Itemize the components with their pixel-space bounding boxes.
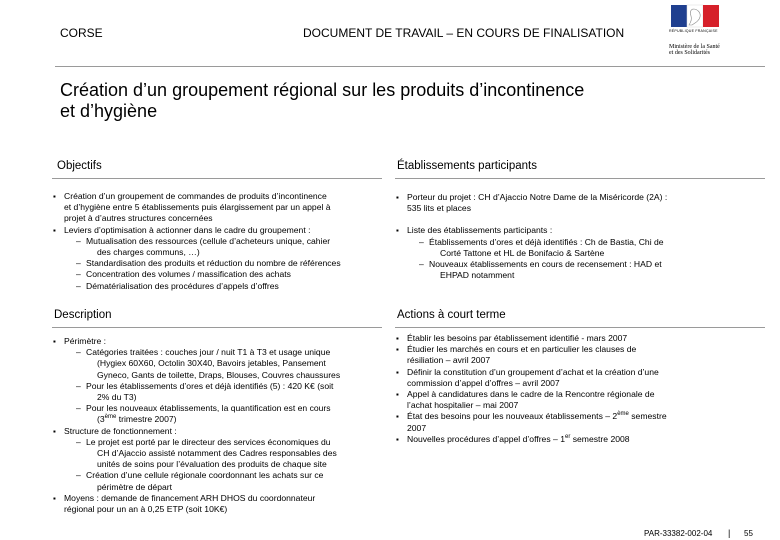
footer-page-number: 55 (744, 529, 753, 538)
description-sub-1: – Catégories traitées : couches jour / nuit T1 à T3 et usage unique (52, 347, 387, 358)
actions-bullet-3: ▪ Définir la constitution d’un groupement d’achat et la création d’une (395, 367, 767, 378)
description-sub-4: – Le projet est porté par le directeur des services économiques du (52, 437, 387, 448)
etablissements-sub-2: – Nouveaux établissements en cours de recensement : HAD et (395, 259, 767, 270)
description-sub-3-num: (3 (97, 414, 105, 425)
actions-bullet-4-cont: l’achat hospitalier – mai 2007 (407, 400, 519, 411)
etablissements-divider (395, 178, 765, 179)
description-sub-4-cont: CH d’Ajaccio assisté notamment des Cadres responsables des (97, 448, 337, 459)
logo-ministry-line-2: et des Solidarités (669, 50, 710, 57)
logo-ministry-line-1: Ministère de la Santé (669, 44, 720, 50)
actions-bullet-1: ▪ Établir les besoins par établissement identifié - mars 2007 (395, 333, 767, 344)
actions-bullet-5-rest: semestre (628, 411, 667, 422)
actions-bullet-5 (395, 411, 767, 422)
description-divider (52, 327, 382, 328)
actions-list (395, 333, 767, 445)
description-sub-1-cont-2: Gyneco, Gants de toilette, Draps, Blouses, Couvres chaussures (97, 369, 341, 380)
description-sub-2-cont: 2% du T3) (97, 392, 137, 403)
etablissements-heading: Établissements participants (397, 160, 537, 172)
description-bullet-moyens-cont: régional pour un an à 0,25 ETP (soit 10K€) (64, 504, 228, 515)
actions-divider (395, 327, 765, 328)
objectifs-sub-3: – Concentration des volumes / massification des achats (52, 269, 387, 280)
header-region-label: CORSE (60, 26, 103, 40)
description-bullet-structure: ▪ Structure de fonctionnement : (52, 426, 387, 437)
actions-bullet-6-sup: er (564, 433, 571, 440)
page-title-line-2: et d’hygiène (60, 101, 158, 121)
footer-reference: PAR-33382-002-04 (644, 529, 713, 538)
header-divider (55, 66, 765, 67)
description-sub-5-cont: périmètre de départ (97, 481, 172, 492)
footer-separator: | (728, 528, 731, 538)
etablissements-sub-1: – Établissements d’ores et déjà identifiés : Ch de Bastia, Chi de (395, 237, 767, 248)
etablissements-bullet-2: ▪ Liste des établissements participants : (395, 225, 767, 236)
actions-bullet-6 (395, 434, 767, 445)
objectifs-heading: Objectifs (57, 160, 102, 172)
actions-bullet-6-text: Nouvelles procédures d’appel d’offres – 1 (407, 433, 565, 444)
objectifs-list (52, 191, 387, 292)
description-sub-2: – Pour les établissements d’ores et déjà identifiés (5) : 420 K€ (soit (52, 381, 387, 392)
objectifs-bullet-1-cont-2: projet à d’autres structures concernées (64, 213, 213, 224)
etablissements-bullet-1: ▪ Porteur du projet : CH d’Ajaccio Notre Dame de la Miséricorde (2A) : (395, 192, 767, 203)
logo-ministry-text (669, 44, 733, 57)
description-sub-5: – Création d’une cellule régionale coordonnant les achats sur ce (52, 470, 387, 481)
description-bullet-moyens: ▪ Moyens : demande de financement ARH DHOS du coordonnateur (52, 493, 387, 504)
ministry-logo (665, 3, 729, 61)
actions-bullet-5-sup: ème (617, 411, 629, 418)
actions-bullet-2-cont: résiliation – avril 2007 (407, 355, 491, 366)
objectifs-sub-1-cont: des charges communs, …) (97, 247, 200, 258)
description-sub-3-rest: trimestre 2007) (116, 414, 177, 425)
objectifs-divider (52, 178, 382, 179)
description-list (52, 336, 387, 515)
logo-republic-text: RÉPUBLIQUE FRANÇAISE (669, 29, 718, 33)
etablissements-spacer (395, 214, 767, 225)
actions-bullet-4: ▪ Appel à candidatures dans le cadre de la Rencontre régionale de (395, 389, 767, 400)
description-sub-1-cont: (Hygiex 60X60, Octolin 30X40, Bavoirs jetables, Pansement (97, 358, 326, 369)
actions-bullet-5-text: État des besoins pour les nouveaux établissements – 2 (407, 411, 618, 422)
header-document-status: DOCUMENT DE TRAVAIL – EN COURS DE FINALISATION (303, 26, 625, 40)
objectifs-bullet-2: ▪ Leviers d’optimisation à actionner dans le cadre du groupement : (52, 225, 387, 236)
page-title-line-1: Création d’un groupement régional sur les produits d’incontinence (60, 80, 585, 100)
etablissements-bullet-1-cont: 535 lits et places (407, 203, 472, 214)
actions-bullet-5-cont: 2007 (407, 422, 427, 433)
etablissements-sub-1-cont: Corté Tattone et HL de Bonifacio & Sartène (440, 247, 605, 258)
objectifs-sub-1: – Mutualisation des ressources (cellule d’acheteurs unique, cahier (52, 236, 387, 247)
description-sub-4-cont-2: unités de soins pour l’évaluation des produits de chaque site (97, 459, 327, 470)
actions-bullet-6-rest: semestre 2008 (570, 433, 630, 444)
objectifs-bullet-1-cont: et d’hygiène entre 5 établissements puis élargissement par un appel à (64, 202, 331, 213)
objectifs-bullet-1: ▪ Création d’un groupement de commandes de produits d’incontinence (52, 191, 387, 202)
etablissements-list (395, 192, 767, 281)
actions-heading: Actions à court terme (397, 309, 506, 321)
objectifs-sub-2: – Standardisation des produits et réduction du nombre de références (52, 258, 387, 269)
etablissements-sub-2-cont: EHPAD notamment (440, 270, 515, 281)
description-sub-3-cont (52, 414, 387, 425)
objectifs-sub-4: – Dématérialisation des procédures d’appels d’offres (52, 281, 387, 292)
description-bullet-perimetre: ▪ Périmètre : (52, 336, 387, 347)
description-sub-3-sup: ème (104, 414, 117, 421)
description-heading: Description (54, 309, 112, 321)
page-title (60, 80, 740, 122)
description-sub-3: – Pour les nouveaux établissements, la quantification est en cours (52, 403, 387, 414)
actions-bullet-2: ▪ Étudier les marchés en cours et en particulier les clauses de (395, 344, 767, 355)
actions-bullet-3-cont: commission d’appel d’offres – avril 2007 (407, 377, 560, 388)
